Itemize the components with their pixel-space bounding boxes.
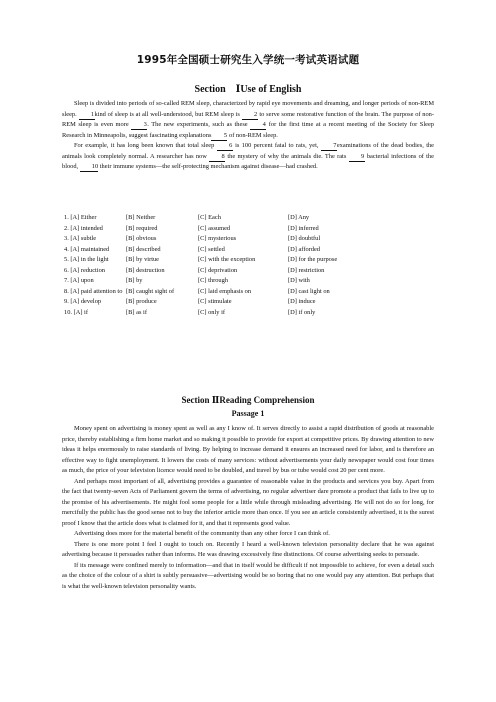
option-row-7 bbox=[64, 276, 378, 287]
passage-paragraph: Money spent on advertising is money spent as well as any I know of. It serves directly to assist a rapid distribution of goods at reasonable price, thereby establishing a firm home market and so making it possible to provide for export at competitive prices. By drawing attention to new ideas it helps enormously to raise standards of living. By helping to increase demand it ensures an increased need for labor, and is therefore an effective way to fight unemployment. It lowers the costs of many services: without advertisements your daily newspaper would cost four times as much, the price of your television licence would need to be doubled, and travel by bus or tube would cost 20 per cent more. bbox=[62, 425, 434, 474]
option-c: [C] laid emphasis on bbox=[198, 287, 252, 295]
option-row-3 bbox=[64, 234, 378, 245]
passage-paragraph: Advertising does more for the material benefit of the community than any other force I can think of. bbox=[74, 530, 330, 537]
blank-2: 2 bbox=[242, 111, 258, 120]
blank-5: 5 bbox=[211, 132, 227, 141]
text-run: . The new experiments, such as these bbox=[147, 121, 248, 128]
option-c: [C] Each bbox=[198, 214, 221, 221]
blank-6: 6 bbox=[217, 142, 233, 151]
option-c: [C] deprivation bbox=[198, 266, 238, 274]
option-b: [B] required bbox=[126, 224, 158, 232]
blank-3: 3 bbox=[131, 121, 147, 130]
text-run: is 100 percent fatal to rats, yet, bbox=[235, 142, 319, 149]
text-run: their immune systems—the self-protecting mechanism against disease—had crashed. bbox=[99, 163, 318, 170]
text-run: for the first time at a recent meeting of the Society for Sleep Research in Minneapolis, suggest fascinating explanations bbox=[62, 121, 434, 139]
blank-10: 10 bbox=[80, 163, 98, 172]
cloze-paragraph-1 bbox=[62, 99, 434, 141]
blank-7: 7 bbox=[321, 142, 337, 151]
option-b: [B] by bbox=[126, 277, 143, 284]
option-d: [D] induce bbox=[288, 298, 316, 305]
option-c: [C] with the exception bbox=[198, 256, 256, 263]
passage-text bbox=[62, 424, 434, 592]
text-run: For example, it has long been known that total sleep bbox=[74, 142, 215, 149]
text-run: Sleep is divided into periods of so-called REM sleep, characterized by rapid eye movements and dreaming, and longer periods of non-REM sleep. bbox=[62, 100, 434, 118]
passage-paragraph: There is one more point I feel I ought to touch on. Recently I heard a well-known television personality declare that he was against advertising because it persuades rather than informs. He was drawing excessively fine distinctions. Of course advertising seeks to persuade. bbox=[62, 540, 434, 558]
option-d: [D] inferred bbox=[288, 224, 319, 232]
option-d: [D] doubtful bbox=[288, 235, 321, 242]
option-a: 10. [A] if bbox=[64, 308, 88, 316]
option-b: [B] described bbox=[126, 245, 161, 253]
blank-4: 4 bbox=[250, 121, 266, 130]
option-a: 7. [A] upon bbox=[64, 277, 94, 284]
option-row-10 bbox=[64, 308, 378, 319]
option-d: [D] restriction bbox=[288, 266, 325, 274]
passage-paragraph: If its message were confined merely to information—and that in itself would be difficult if not impossible to achieve, for even a detail such as the choice of the colour of a shirt is subtly persuasive—advertising would be so boring that no one would pay any attention. But perhaps that is what the well-known television personality wants. bbox=[62, 561, 434, 590]
option-row-4 bbox=[64, 245, 378, 256]
text-run: bacterial infections of the blood, bbox=[62, 152, 434, 170]
cloze-paragraph-2 bbox=[62, 141, 434, 173]
option-c: [C] mysterious bbox=[198, 235, 237, 242]
blank-9: 9 bbox=[349, 153, 365, 162]
option-a: 8. [A] paid attention to bbox=[64, 287, 123, 295]
option-d: [D] with bbox=[288, 277, 310, 284]
text-run: kind of sleep is at all well-understood, but REM sleep is bbox=[94, 110, 240, 118]
option-a: 5. [A] in the light bbox=[64, 256, 109, 263]
option-b: [B] as if bbox=[126, 308, 147, 316]
option-b: [B] destruction bbox=[126, 266, 165, 274]
option-c: [C] through bbox=[198, 277, 228, 284]
option-a: 2. [A] intended bbox=[64, 224, 103, 232]
option-d: [D] afforded bbox=[288, 245, 320, 253]
option-c: [C] assumed bbox=[198, 224, 231, 232]
text-run: the mystery of why the animals die. The rats bbox=[227, 152, 347, 160]
option-row-2 bbox=[64, 224, 378, 235]
passage-heading: Passage 1 bbox=[231, 409, 265, 418]
option-b: [B] Neither bbox=[126, 214, 156, 221]
blank-8: 8 bbox=[209, 153, 225, 162]
text-run: examinations of the dead bodies, the animals look completely normal. A researcher has now bbox=[62, 142, 435, 160]
option-c: [C] only if bbox=[198, 308, 225, 316]
option-d: [D] if only bbox=[288, 308, 316, 316]
cloze-text bbox=[62, 99, 434, 173]
option-a: 9. [A] develop bbox=[64, 298, 102, 305]
passage-paragraph: And perhaps most important of all, advertising provides a guarantee of reasonable value in the products and services you buy. Apart from the fact that twenty-seven Acts of Parliament govern the terms of advertising, no regular advertiser dare promote a product that fails to live up to the promise of his advertisements. He might fool some people for a little while through misleading advertising. He will not do so for long, for mercifully the public has the good sense not to buy the inferior article more than once. If you see an article consistently advertised, it is the surest proof I know that the article does what is claimed for it, and that it represents good value. bbox=[62, 477, 434, 527]
option-d: [D] Any bbox=[288, 214, 310, 221]
option-d: [D] cast light on bbox=[288, 287, 330, 295]
option-a: 1. [A] Either bbox=[64, 214, 97, 221]
option-row-9 bbox=[64, 297, 378, 308]
option-b: [B] obvious bbox=[126, 235, 157, 242]
option-row-8 bbox=[64, 287, 378, 298]
option-row-6 bbox=[64, 266, 378, 277]
section-1-heading: Section ⅠUse of English bbox=[194, 84, 302, 95]
option-a: 4. [A] maintained bbox=[64, 245, 110, 253]
option-a: 3. [A] subtle bbox=[64, 235, 97, 242]
option-row-1 bbox=[64, 213, 378, 224]
option-b: [B] caught sight of bbox=[126, 287, 175, 295]
blank-1: 1 bbox=[79, 111, 95, 120]
exam-title: 1995年全国硕士研究生入学统一考试英语试题 bbox=[136, 54, 360, 66]
option-c: [C] stimulate bbox=[198, 298, 232, 305]
option-a: 6. [A] reduction bbox=[64, 266, 105, 274]
option-d: [D] for the purpose bbox=[288, 256, 338, 263]
section-2-heading: Section ⅡReading Comprehension bbox=[181, 395, 315, 405]
text-run: to serve some restorative function of the brain. The purpose of non-REM sleep is even more bbox=[62, 110, 435, 128]
option-c: [C] settled bbox=[198, 245, 225, 253]
option-b: [B] produce bbox=[126, 298, 157, 305]
text-run: of non-REM sleep. bbox=[229, 131, 278, 139]
answer-options-table bbox=[64, 213, 378, 318]
option-row-5 bbox=[64, 255, 378, 266]
option-b: [B] by virtue bbox=[126, 256, 160, 263]
